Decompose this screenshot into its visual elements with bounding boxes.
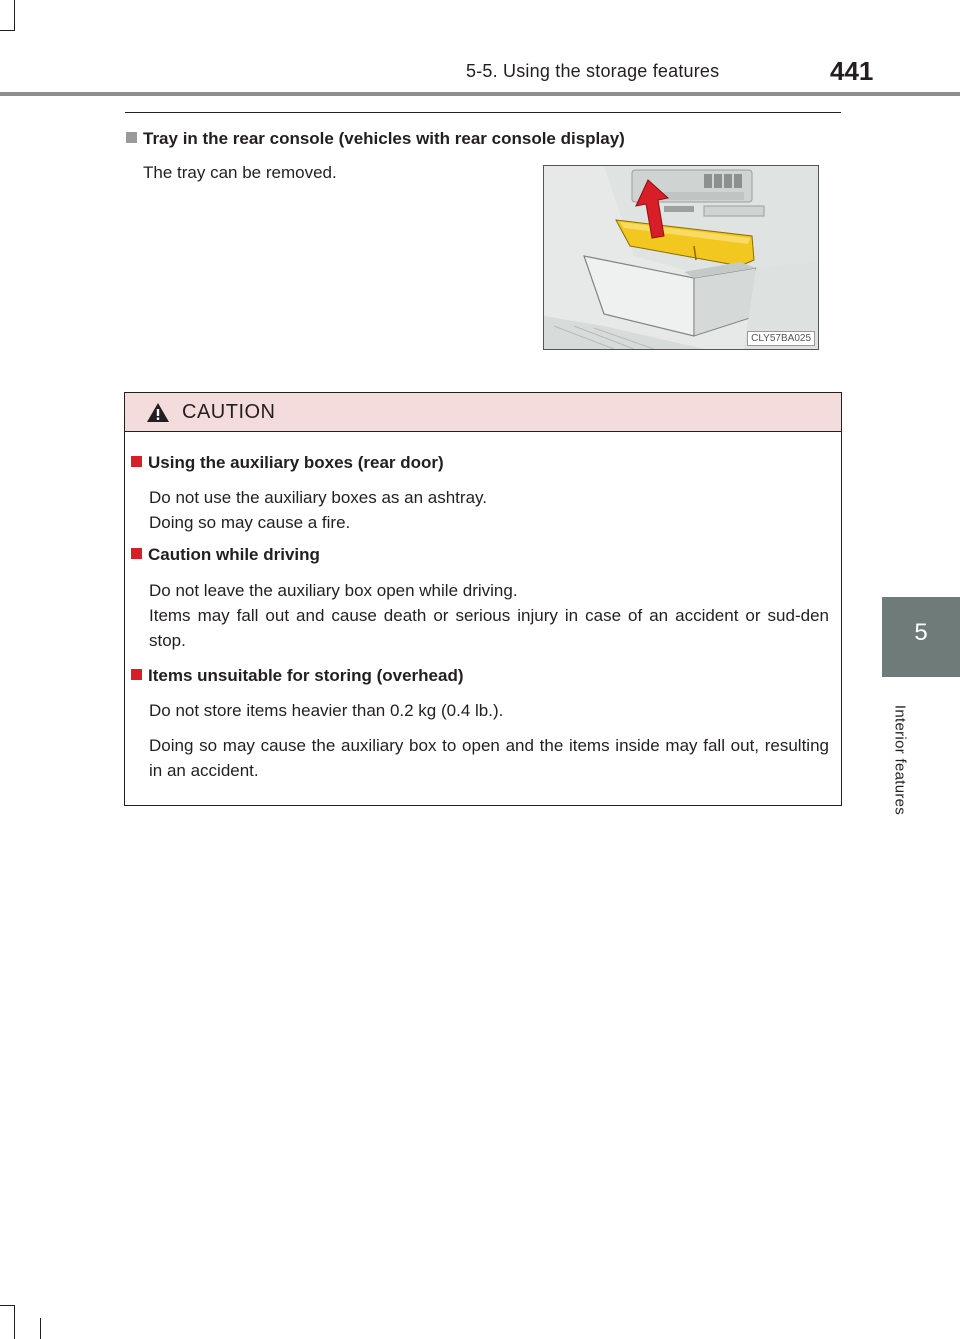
caution-item-heading <box>131 453 444 473</box>
figure-code: CLY57BA025 <box>747 331 815 346</box>
crop-mark-top-left-v <box>14 0 15 30</box>
caution-item-paragraph: Do not leave the auxiliary box open while driving. <box>149 581 518 600</box>
section-title: 5-5. Using the storage features <box>466 61 720 81</box>
crop-mark-bottom-left-h <box>0 1305 15 1306</box>
warning-triangle-icon <box>146 402 170 423</box>
caution-item-paragraph: Do not store items heavier than 0.2 kg (0.4 lb.). <box>149 701 504 720</box>
caution-item-paragraph: Items may fall out and cause death or serious injury in case of an accident or sud-den stop. <box>149 606 829 650</box>
chapter-tab[interactable] <box>882 597 960 677</box>
subsection-heading <box>126 129 625 149</box>
caution-item-paragraph: Doing so may cause a fire. <box>149 513 351 532</box>
subsection-heading-text: Tray in the rear console (vehicles with rear console display) <box>143 129 625 148</box>
caution-box <box>124 392 842 806</box>
square-bullet-icon <box>131 456 142 467</box>
page-number: 441 <box>830 56 874 86</box>
chapter-label <box>887 690 913 830</box>
square-bullet-icon <box>131 669 142 680</box>
body-text: The tray can be removed. <box>143 163 337 182</box>
caution-item-heading <box>131 545 320 565</box>
caution-item-heading-text: Caution while driving <box>148 545 320 564</box>
content-top-rule <box>125 112 841 113</box>
square-bullet-icon <box>131 548 142 559</box>
crop-mark-bottom-left-v <box>14 1305 15 1339</box>
crop-mark-bottom-mid-v <box>40 1318 41 1339</box>
square-bullet-icon <box>126 132 137 143</box>
caution-item-paragraph: Do not use the auxiliary boxes as an ashtray. <box>149 488 487 507</box>
caution-item-paragraph: Doing so may cause the auxiliary box to open and the items inside may fall out, resulting in an accident. <box>149 736 829 780</box>
chapter-number: 5 <box>914 619 928 646</box>
caution-item-heading <box>131 666 464 686</box>
caution-header <box>125 393 841 432</box>
crop-mark-top-left-h <box>0 30 15 31</box>
caution-title: CAUTION <box>182 401 276 423</box>
rear-console-tray-illustration <box>543 165 819 350</box>
caution-item-heading-text: Items unsuitable for storing (overhead) <box>148 666 464 685</box>
tray-illustration-svg <box>544 166 818 349</box>
chapter-label-text: Interior features <box>891 704 909 816</box>
caution-item-heading-text: Using the auxiliary boxes (rear door) <box>148 453 444 472</box>
header-rule <box>0 92 960 96</box>
